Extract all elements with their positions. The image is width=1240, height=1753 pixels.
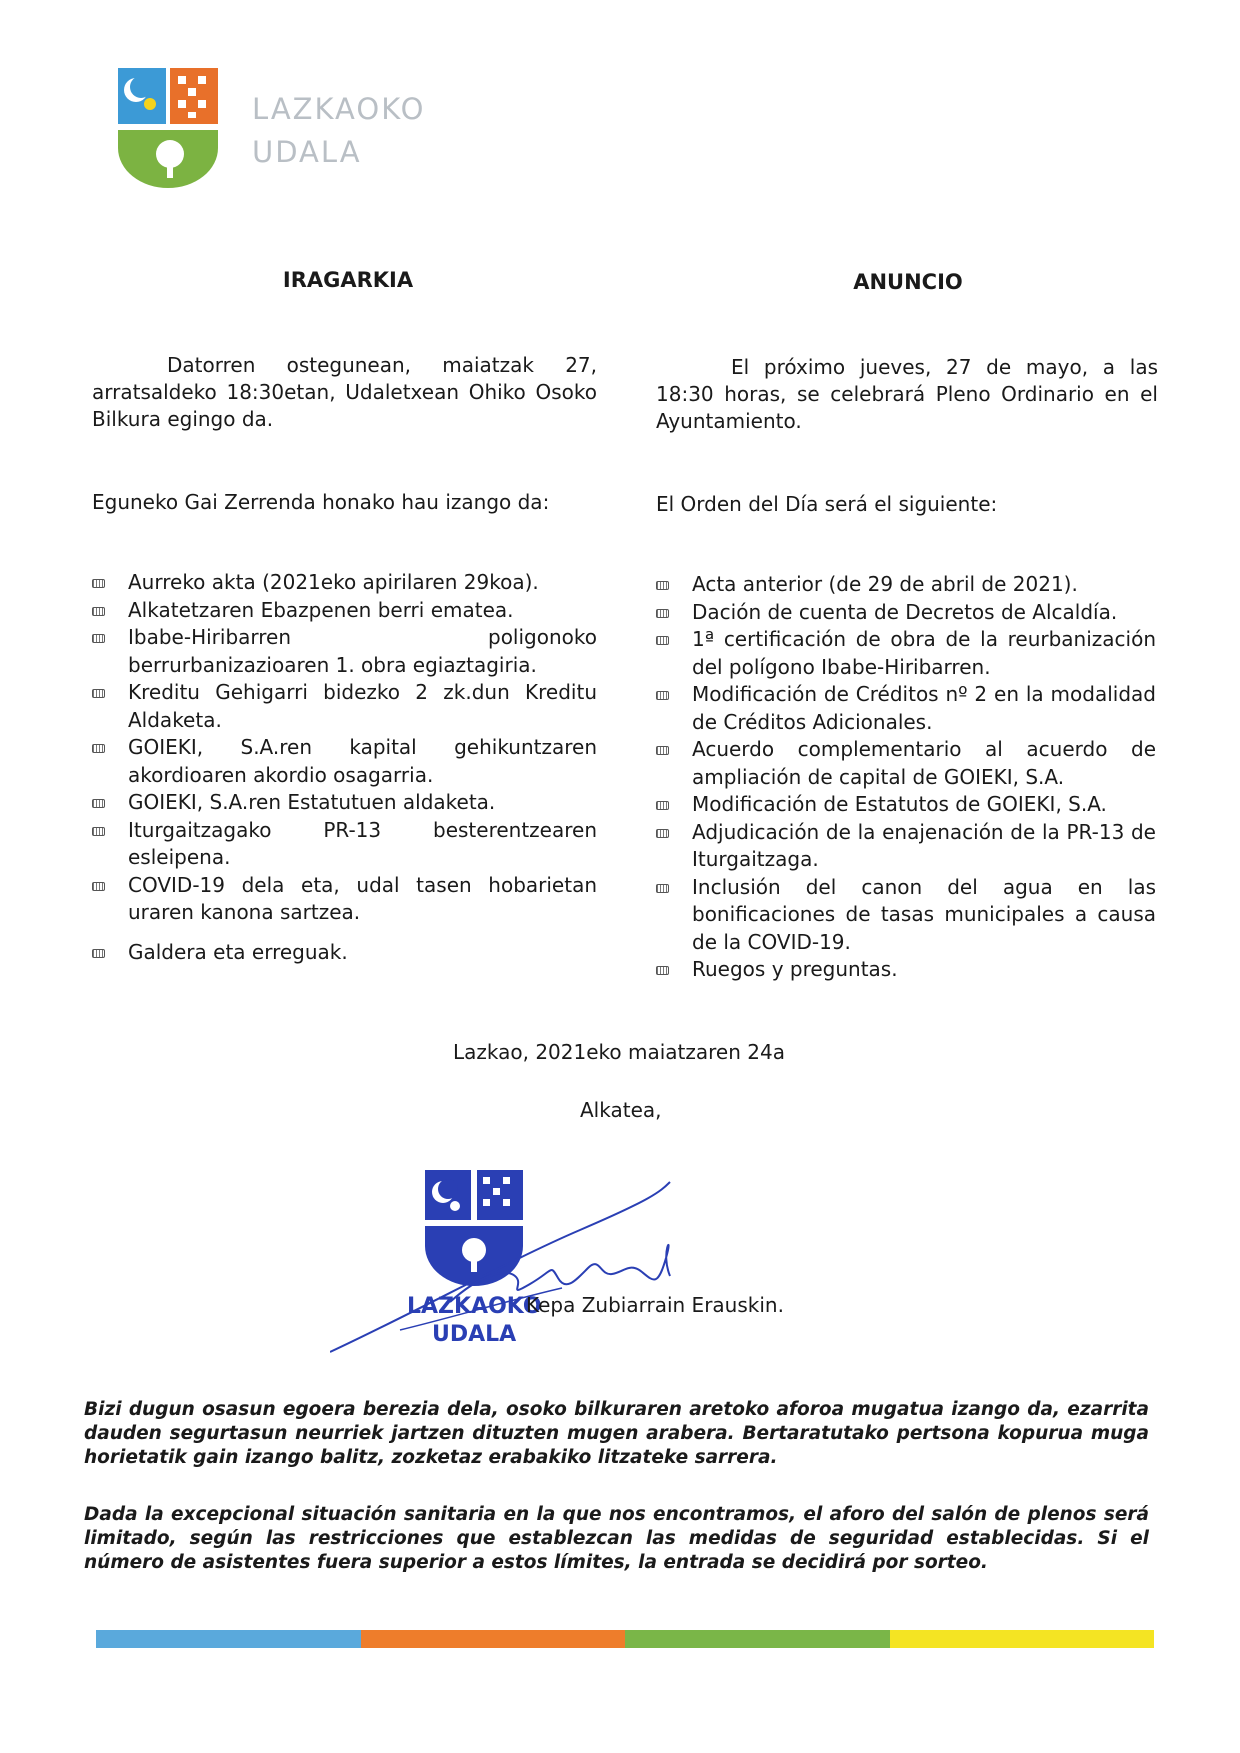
color-bar-segment [625, 1630, 890, 1648]
agenda-item: Modificación de Estatutos de GOIEKI, S.A. [656, 791, 1156, 819]
logo-text-line2: UDALA [252, 135, 362, 169]
bullet-icon [92, 579, 105, 588]
agenda-item: GOIEKI, S.A.ren Estatutuen aldaketa. [92, 789, 597, 817]
color-bar-segment [96, 1630, 361, 1648]
bullet-icon [656, 966, 669, 975]
color-bar-segment [361, 1630, 626, 1648]
mayor-name: Kepa Zubiarrain Erauskin. [526, 1293, 784, 1317]
heading-basque: IRAGARKIA [282, 268, 414, 292]
bullet-icon [656, 581, 669, 590]
order-intro-spanish: El Orden del Día será el siguiente: [656, 492, 998, 516]
bullet-icon [656, 691, 669, 700]
heading-spanish: ANUNCIO [853, 270, 963, 294]
bullet-icon [92, 744, 105, 753]
stamp-text-line2: UDALA [432, 1322, 517, 1347]
intro-spanish: El próximo jueves, 27 de mayo, a las 18:30 horas, se celebrará Pleno Ordinario en el Ayuntamiento. [656, 355, 1158, 433]
bullet-icon [92, 634, 105, 643]
municipality-logo [118, 68, 228, 188]
bullet-icon [92, 799, 105, 808]
agenda-item: Modificación de Créditos nº 2 en la modalidad de Créditos Adicionales. [656, 681, 1156, 736]
agenda-item: Aurreko akta (2021eko apirilaren 29koa). [92, 569, 597, 597]
agenda-item: Ibabe-Hiribarren poligonoko berrurbanizazioaren 1. obra egiaztagiria. [92, 624, 597, 679]
agenda-item: Adjudicación de la enajenación de la PR-13 de Iturgaitzaga. [656, 819, 1156, 874]
bullet-icon [92, 882, 105, 891]
logo-text-line1: LAZKAOKO [252, 92, 426, 126]
agenda-item: Acuerdo complementario al acuerdo de ampliación de capital de GOIEKI, S.A. [656, 736, 1156, 791]
agenda-item: Alkatetzaren Ebazpenen berri ematea. [92, 597, 597, 625]
bullet-icon [92, 607, 105, 616]
notice-spanish: Dada la excepcional situación sanitaria en la que nos encontramos, el aforo del salón de plenos será limitado, según las restricciones que establezcan las medidas de seguridad establecidas. Si el número de asistentes fuera superior a estos límites, la entrada se decidirá por sorteo. [84, 1504, 1149, 1573]
bullet-icon [92, 949, 105, 958]
agenda-item: Kreditu Gehigarri bidezko 2 zk.dun Kreditu Aldaketa. [92, 679, 597, 734]
agenda-item: COVID-19 dela eta, udal tasen hobarietan uraren kanona sartzea. [92, 872, 597, 927]
agenda-item: 1ª certificación de obra de la reurbanización del polígono Ibabe-Hiribarren. [656, 626, 1156, 681]
decorative-color-bar [96, 1630, 1154, 1648]
intro-basque: Datorren ostegunean, maiatzak 27, arratsaldeko 18:30etan, Udaletxean Ohiko Osoko Bilkura egingo da. [92, 353, 597, 431]
mayor-title: Alkatea, [580, 1098, 662, 1122]
bullet-icon [656, 746, 669, 755]
bullet-icon [656, 636, 669, 645]
notice-basque: Bizi dugun osasun egoera berezia dela, osoko bilkuraren aretoko aforoa mugatua izango da, ezarrita dauden segurtasun neurriek jartzen dituzten mugen arabera. Bertaratutako pertsona kopurua muga horietatik gain izango balitz, zozketaz erabakiko litzateke sarrera. [84, 1399, 1149, 1468]
handwritten-signature [330, 1180, 750, 1360]
bullet-icon [656, 884, 669, 893]
agenda-item: Inclusión del canon del agua en las bonificaciones de tasas municipales a causa de la COVID-19. [656, 874, 1156, 957]
agenda-item: Iturgaitzagako PR-13 besterentzearen esleipena. [92, 817, 597, 872]
agenda-list-basque [92, 569, 597, 966]
place-date: Lazkao, 2021eko maiatzaren 24a [453, 1040, 785, 1064]
order-intro-basque: Eguneko Gai Zerrenda honako hau izango da: [92, 490, 550, 514]
agenda-item: Acta anterior (de 29 de abril de 2021). [656, 571, 1156, 599]
agenda-item: Galdera eta erreguak. [92, 939, 597, 967]
bullet-icon [656, 829, 669, 838]
agenda-item: Dación de cuenta de Decretos de Alcaldía. [656, 599, 1156, 627]
bullet-icon [92, 827, 105, 836]
agenda-item: Ruegos y preguntas. [656, 956, 1156, 984]
bullet-icon [656, 609, 669, 618]
bullet-icon [656, 801, 669, 810]
color-bar-segment [890, 1630, 1155, 1648]
agenda-item: GOIEKI, S.A.ren kapital gehikuntzaren akordioaren akordio osagarria. [92, 734, 597, 789]
stamp-text-line1: LAZKAOKO [407, 1294, 542, 1319]
agenda-list-spanish [656, 571, 1156, 984]
bullet-icon [92, 689, 105, 698]
